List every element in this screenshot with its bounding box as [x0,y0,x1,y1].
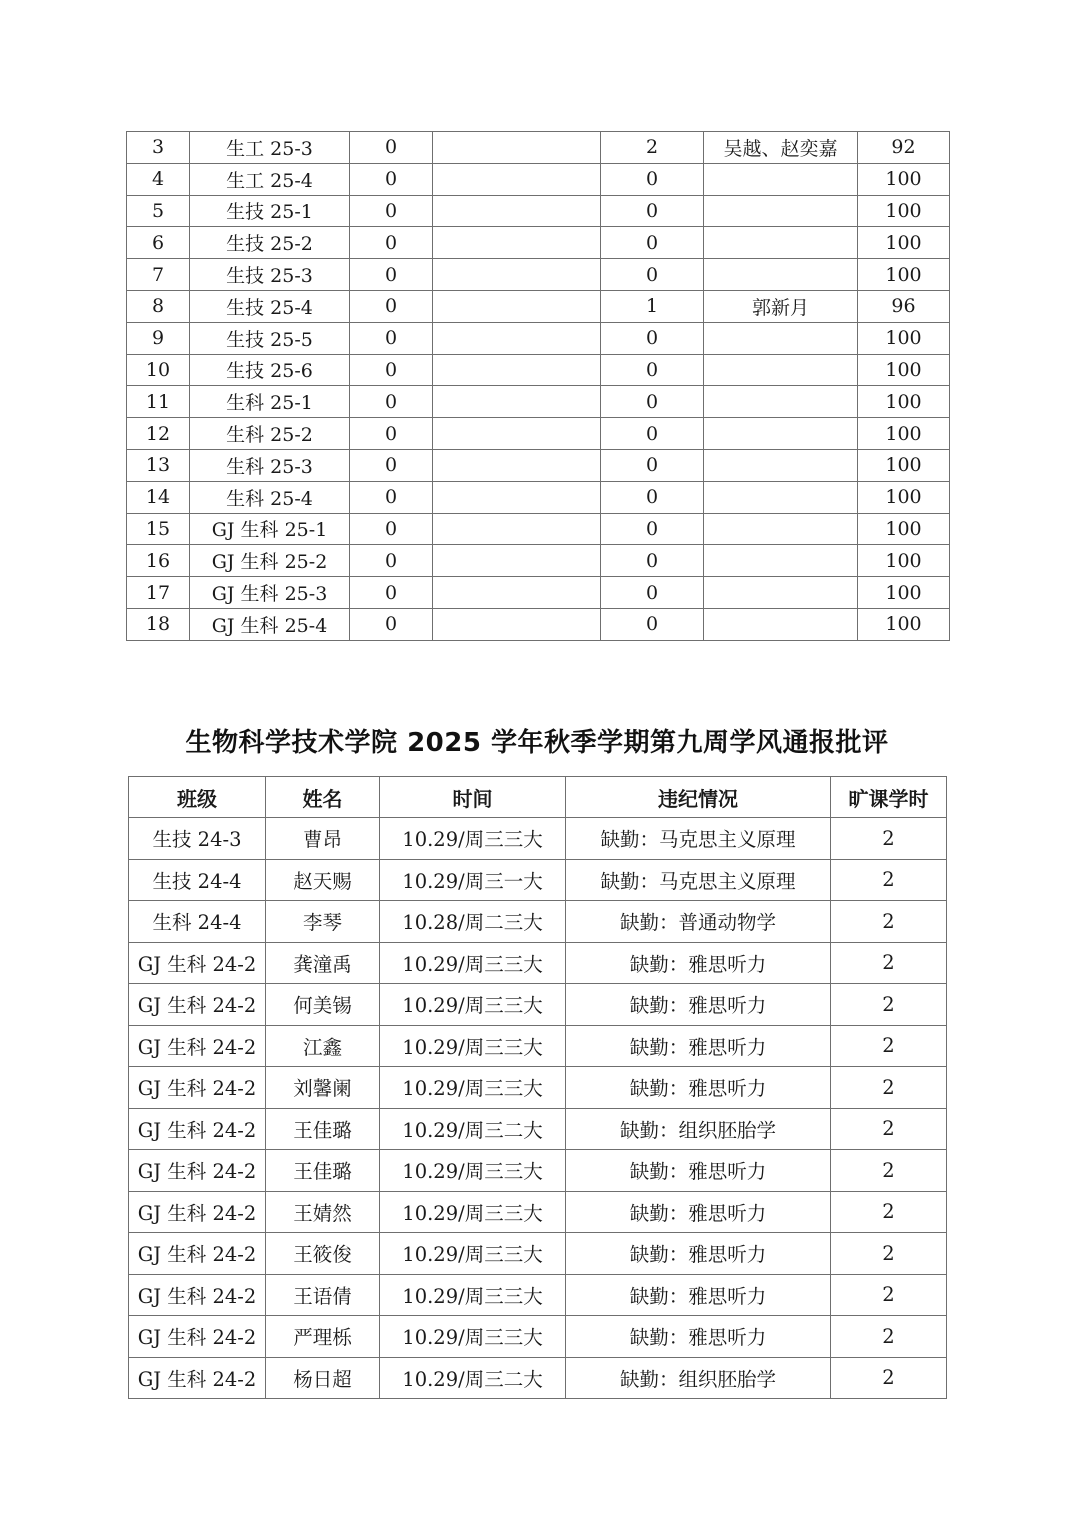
table-row [127,259,950,291]
class-cell: 生技 25-5 [190,322,350,354]
row-number: 18 [127,608,190,640]
attendance-table-body [127,132,950,641]
score-cell: 100 [858,322,950,354]
score-cell: 100 [858,227,950,259]
count-cell: 0 [350,386,433,418]
class-cell: GJ 生科 24-2 [129,1233,266,1275]
table-row [129,1357,947,1399]
score-cell: 100 [858,545,950,577]
score-cell: 100 [858,608,950,640]
attendance-table [126,131,950,641]
score-cell: 100 [858,449,950,481]
absence-count-cell: 0 [601,513,704,545]
violation-cell: 缺勤：组织胚胎学 [566,1357,831,1399]
count-cell: 0 [350,259,433,291]
class-cell: GJ 生科 24-2 [129,1067,266,1109]
blank-cell [433,545,601,577]
absent-hours-cell: 2 [831,1274,947,1316]
absent-hours-cell: 2 [831,984,947,1026]
student-name-cell: 刘馨阑 [266,1067,380,1109]
class-cell: GJ 生科 24-2 [129,1191,266,1233]
class-cell: 生技 25-6 [190,354,350,386]
table-row [129,901,947,943]
time-cell: 10.29/周三三大 [380,1274,566,1316]
time-cell: 10.29/周三三大 [380,1233,566,1275]
student-name-cell: 王筱俊 [266,1233,380,1275]
row-number: 17 [127,577,190,609]
names-cell [704,386,858,418]
class-cell: 生科 25-3 [190,449,350,481]
time-cell: 10.28/周二三大 [380,901,566,943]
time-cell: 10.29/周三三大 [380,1150,566,1192]
violation-cell: 缺勤：雅思听力 [566,942,831,984]
count-cell: 0 [350,354,433,386]
score-cell: 96 [858,290,950,322]
table-row [127,322,950,354]
table-row [129,859,947,901]
time-cell: 10.29/周三三大 [380,1067,566,1109]
student-name-cell: 杨日超 [266,1357,380,1399]
absent-hours-cell: 2 [831,1233,947,1275]
count-cell: 0 [350,513,433,545]
student-name-cell: 王佳璐 [266,1108,380,1150]
student-name-cell: 严理栎 [266,1316,380,1358]
table-row [127,354,950,386]
count-cell: 0 [350,545,433,577]
class-cell: 生工 25-4 [190,163,350,195]
blank-cell [433,290,601,322]
absent-hours-cell: 2 [831,1025,947,1067]
class-cell: 生科 25-1 [190,386,350,418]
student-name-cell: 王语倩 [266,1274,380,1316]
blank-cell [433,259,601,291]
time-cell: 10.29/周三三大 [380,1316,566,1358]
table-row [127,513,950,545]
time-cell: 10.29/周三二大 [380,1108,566,1150]
count-cell: 0 [350,418,433,450]
criticism-table-header [129,777,947,818]
absence-count-cell: 0 [601,449,704,481]
names-cell: 吴越、赵奕嘉 [704,132,858,164]
count-cell: 0 [350,608,433,640]
class-cell: GJ 生科 24-2 [129,1357,266,1399]
violation-cell: 缺勤：雅思听力 [566,1067,831,1109]
class-cell: 生工 25-3 [190,132,350,164]
row-number: 12 [127,418,190,450]
count-cell: 0 [350,481,433,513]
violation-cell: 缺勤：马克思主义原理 [566,859,831,901]
table-row [129,984,947,1026]
class-cell: 生科 25-4 [190,481,350,513]
table-row [127,545,950,577]
score-cell: 100 [858,195,950,227]
absence-count-cell: 0 [601,163,704,195]
score-cell: 100 [858,577,950,609]
blank-cell [433,322,601,354]
time-cell: 10.29/周三三大 [380,1025,566,1067]
count-cell: 0 [350,290,433,322]
class-cell: GJ 生科 24-2 [129,1025,266,1067]
absent-hours-cell: 2 [831,1067,947,1109]
absence-count-cell: 1 [601,290,704,322]
violation-cell: 缺勤：雅思听力 [566,1233,831,1275]
row-number: 4 [127,163,190,195]
names-cell [704,195,858,227]
class-cell: 生技 25-4 [190,290,350,322]
names-cell [704,608,858,640]
class-cell: 生技 24-3 [129,818,266,860]
absent-hours-cell: 2 [831,901,947,943]
blank-cell [433,418,601,450]
table-row [127,577,950,609]
time-cell: 10.29/周三三大 [380,984,566,1026]
table-row [127,290,950,322]
table-row [127,418,950,450]
blank-cell [433,354,601,386]
names-cell [704,449,858,481]
blank-cell [433,608,601,640]
count-cell: 0 [350,449,433,481]
absence-count-cell: 0 [601,545,704,577]
violation-cell: 缺勤：雅思听力 [566,1025,831,1067]
row-number: 13 [127,449,190,481]
violation-cell: 缺勤：马克思主义原理 [566,818,831,860]
absent-hours-cell: 2 [831,818,947,860]
count-cell: 0 [350,195,433,227]
row-number: 9 [127,322,190,354]
table-row [129,1316,947,1358]
header-class: 班级 [129,777,266,818]
blank-cell [433,577,601,609]
student-name-cell: 王佳璐 [266,1150,380,1192]
class-cell: 生技 25-2 [190,227,350,259]
table-row [127,386,950,418]
absence-count-cell: 0 [601,481,704,513]
criticism-table-body [129,818,947,1399]
violation-cell: 缺勤：雅思听力 [566,1274,831,1316]
row-number: 16 [127,545,190,577]
violation-cell: 缺勤：雅思听力 [566,1191,831,1233]
row-number: 11 [127,386,190,418]
table-row [129,942,947,984]
time-cell: 10.29/周三二大 [380,1357,566,1399]
blank-cell [433,386,601,418]
blank-cell [433,513,601,545]
absence-count-cell: 0 [601,227,704,259]
class-cell: GJ 生科 24-2 [129,1274,266,1316]
names-cell [704,513,858,545]
row-number: 14 [127,481,190,513]
blank-cell [433,132,601,164]
names-cell [704,418,858,450]
violation-cell: 缺勤：组织胚胎学 [566,1108,831,1150]
score-cell: 100 [858,386,950,418]
row-number: 7 [127,259,190,291]
time-cell: 10.29/周三一大 [380,859,566,901]
student-name-cell: 赵天赐 [266,859,380,901]
class-cell: GJ 生科 25-3 [190,577,350,609]
absent-hours-cell: 2 [831,1191,947,1233]
table-row [127,163,950,195]
table-row [129,818,947,860]
class-cell: 生技 24-4 [129,859,266,901]
row-number: 10 [127,354,190,386]
table-row [129,1274,947,1316]
absence-count-cell: 0 [601,418,704,450]
student-name-cell: 李琴 [266,901,380,943]
table-row [129,1108,947,1150]
class-cell: GJ 生科 25-4 [190,608,350,640]
score-cell: 100 [858,163,950,195]
class-cell: 生技 25-3 [190,259,350,291]
absent-hours-cell: 2 [831,1108,947,1150]
table-row [127,132,950,164]
absence-count-cell: 0 [601,386,704,418]
header-name: 姓名 [266,777,380,818]
header-violation: 违纪情况 [566,777,831,818]
student-name-cell: 龚潼禹 [266,942,380,984]
row-number: 8 [127,290,190,322]
class-cell: 生技 25-1 [190,195,350,227]
names-cell [704,163,858,195]
class-cell: 生科 25-2 [190,418,350,450]
count-cell: 0 [350,227,433,259]
count-cell: 0 [350,132,433,164]
table-row [127,195,950,227]
names-cell: 郭新月 [704,290,858,322]
names-cell [704,354,858,386]
table-row [127,227,950,259]
absence-count-cell: 0 [601,608,704,640]
absence-count-cell: 0 [601,322,704,354]
violation-cell: 缺勤：普通动物学 [566,901,831,943]
row-number: 15 [127,513,190,545]
count-cell: 0 [350,163,433,195]
score-cell: 100 [858,481,950,513]
absence-count-cell: 0 [601,195,704,227]
score-cell: 100 [858,513,950,545]
class-cell: GJ 生科 24-2 [129,942,266,984]
class-cell: GJ 生科 24-2 [129,1150,266,1192]
names-cell [704,577,858,609]
absence-count-cell: 0 [601,354,704,386]
page-title: 生物科学技术学院 2025 学年秋季学期第九周学风通报批评 [185,728,889,758]
class-cell: GJ 生科 24-2 [129,1316,266,1358]
blank-cell [433,449,601,481]
score-cell: 100 [858,418,950,450]
absence-count-cell: 0 [601,577,704,609]
class-cell: GJ 生科 25-1 [190,513,350,545]
names-cell [704,481,858,513]
absent-hours-cell: 2 [831,942,947,984]
class-cell: GJ 生科 24-2 [129,1108,266,1150]
class-cell: GJ 生科 25-2 [190,545,350,577]
table-row [129,1191,947,1233]
score-cell: 100 [858,354,950,386]
table-row [129,1150,947,1192]
row-number: 5 [127,195,190,227]
names-cell [704,545,858,577]
time-cell: 10.29/周三三大 [380,818,566,860]
violation-cell: 缺勤：雅思听力 [566,1316,831,1358]
table-row [129,1233,947,1275]
score-cell: 100 [858,259,950,291]
criticism-table [128,776,947,1399]
blank-cell [433,195,601,227]
violation-cell: 缺勤：雅思听力 [566,1150,831,1192]
count-cell: 0 [350,322,433,354]
score-cell: 92 [858,132,950,164]
blank-cell [433,163,601,195]
absence-count-cell: 2 [601,132,704,164]
student-name-cell: 何美锡 [266,984,380,1026]
absent-hours-cell: 2 [831,859,947,901]
names-cell [704,322,858,354]
table-row [127,449,950,481]
violation-cell: 缺勤：雅思听力 [566,984,831,1026]
absent-hours-cell: 2 [831,1316,947,1358]
names-cell [704,259,858,291]
absent-hours-cell: 2 [831,1150,947,1192]
class-cell: GJ 生科 24-2 [129,984,266,1026]
row-number: 3 [127,132,190,164]
header-absent-hours: 旷课学时 [831,777,947,818]
header-time: 时间 [380,777,566,818]
blank-cell [433,481,601,513]
table-row [127,481,950,513]
table-row [129,1025,947,1067]
class-cell: 生科 24-4 [129,901,266,943]
student-name-cell: 曹昂 [266,818,380,860]
student-name-cell: 王婧然 [266,1191,380,1233]
names-cell [704,227,858,259]
table-row [127,608,950,640]
absent-hours-cell: 2 [831,1357,947,1399]
time-cell: 10.29/周三三大 [380,1191,566,1233]
blank-cell [433,227,601,259]
time-cell: 10.29/周三三大 [380,942,566,984]
absence-count-cell: 0 [601,259,704,291]
table-row [129,1067,947,1109]
row-number: 6 [127,227,190,259]
count-cell: 0 [350,577,433,609]
student-name-cell: 江鑫 [266,1025,380,1067]
